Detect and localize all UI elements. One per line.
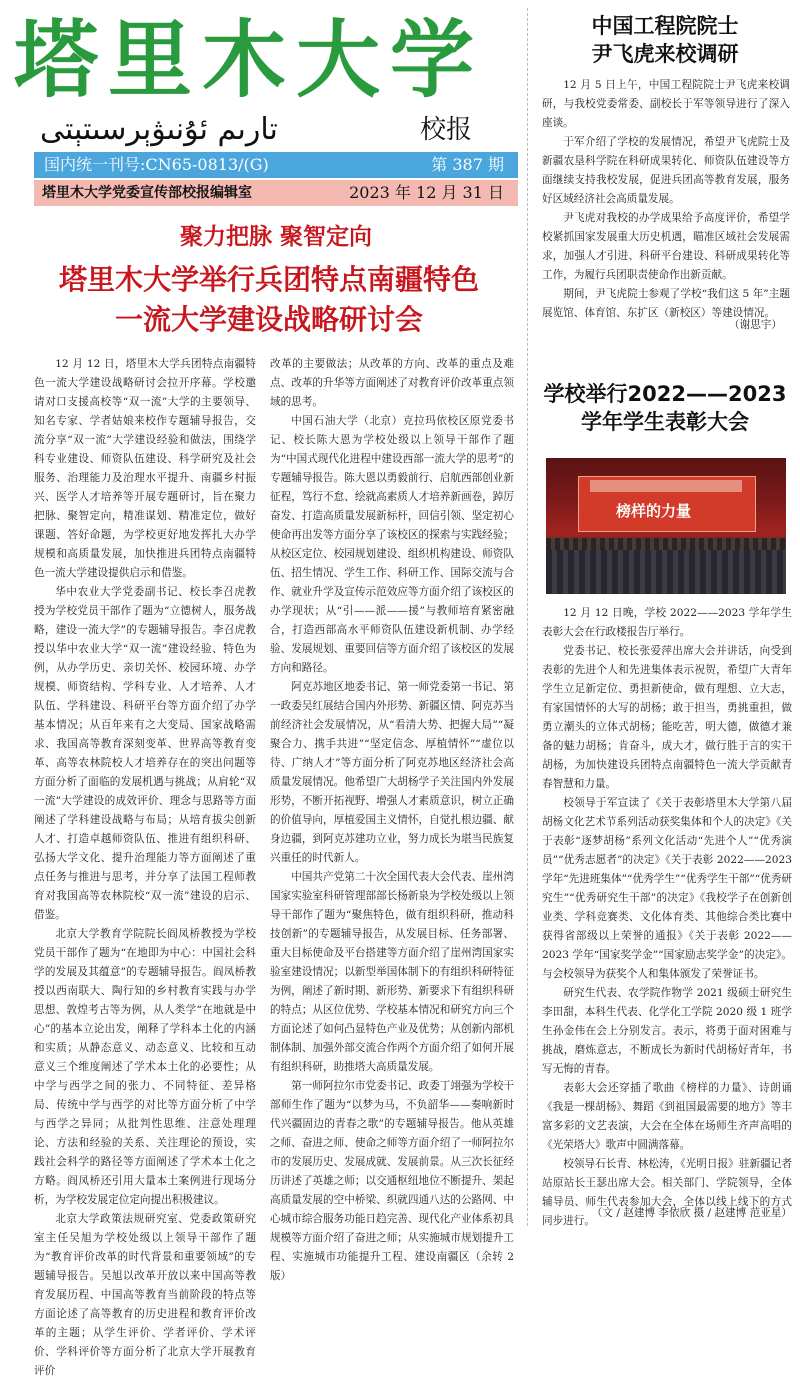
paragraph: 党委书记、校长张爱萍出席大会并讲话，向受到表彰的先进个人和先进集体表示祝贺，希望广大青年学生立足新定位、勇担新使命，做有理想、立大志，有家国情怀的大写的胡杨；敢于担当，勇挑重担，做勇立潮头的立体式胡杨；能吃苦，明大德，做德才兼备的魅力胡杨；肯奋斗，成大才，做行胜于言的实干胡杨，为加快建设兵团特点南疆特色一流大学贡献青春智慧和力量。 [542,645,792,790]
paragraph: 华中农业大学党委副书记、校长李召虎教授为学校党员干部作了题为“立德树人，服务战略，建设一流大学”的专题辅导报告。李召虎教授以华中农业大学“双一流”建设经验、特色为例，从办学历史、亲切关怀、校园环境、办学规模、师资结构、学科专业、人才培养、人才队伍、学科建设、科研平台等方面介绍了办学基本情况；从百年来有之大变局、国家战略需求、我国高等教育深刻变革、世界高等教育变革、高等农林院校人才培养存在的突出问题等方面分析了面临的发展机遇与挑战；从肩轮“双一流”大学建设的成效评价、理念与思路等方面阐述了学科建设战略与布局；从培育拔尖创新人才、打造卓越师资队伍、推进有组织科研、弘扬大学文化、提升治理能力等方面阐述了重点任务与推进与思考，并分享了法国工程师教育对我国高等农林院校“双一流”建设的启示、借鉴。 [34,586,256,921]
lead-headline [14,260,524,340]
article1-headline-line1: 中国工程院院士 [591,14,739,38]
paragraph: 12 月 5 日上午，中国工程院院士尹飞虎来校调研，与我校党委常委、副校长于军等领导进行了深入座谈。 [542,79,790,129]
article1-headline [540,12,790,68]
paragraph: 第一师阿拉尔市党委书记、政委丁翊强为学校干部师生作了题为“以梦为马，不负韶华——奏响新时代兴疆固边的青春之歌”的专题辅导报告。他从英雄之师、奋进之师、使命之师等方面介绍了一师阿拉尔市的发展历史、发展成就、发展前景。从三次长征经历讲述了英雄之师；以交通枢纽地位不断提升、架起高质量发展的空中桥梁、织就四通八达的公路网、中心城市综合服务功能日趋完善、现代化产业体系初具规模等方面介绍了奋进之师；从实施城市规划提升工程、实施城市功能提升工程、建设南疆区（余转 2 版） [270,1080,514,1282]
issn-bar [34,152,518,178]
article2-headline-line2: 学年学生表彰大会 [581,410,749,434]
article1-byline: （谢思宇） [729,319,782,331]
article2-headline [540,380,790,436]
lead-column-1 [34,355,256,1377]
serial-number: 国内统一刊号:CN65-0813/(G) [44,155,269,174]
photo-audience [546,550,786,594]
paragraph: 中国共产党第二十次全国代表大会代表、崖州湾国家实验室科研管理部部长杨新泉为学校处级以上领导干部作了题为“聚焦特色，做有组织科研，推动科技创新”的专题辅导报告，从发展目标、任务部署、重大目标使命及平台搭建等方面介绍了崖州湾国家实验室建设情况；以新型举国体制下的有组织科研特征为例，阐述了新时期、新形势、新要求下有组织科研的特点；从区位优势、学校基本情况和研究方向三个方面论述了如何凸显特色产业及优势；从创新内部机制体制、加强外部交流合作两个方面介绍了如何开展有组织科研，助推塔大高质量发展。 [270,871,514,1073]
issue-number: 第 387 期 [431,155,504,174]
paragraph: 北京大学政策法规研究室、党委政策研究室主任吴旭为学校处级以上领导干部作了题为“教育评价改革的时代背景和重要领域”的专题辅导报告。吴旭以改革开放以来中国高等教育发展历程、中国高等教育当前阶段的特点等方面论述了高等教育的历史进程和教育评价改革的主题；从学生评价、学者评价、学术评价、学科评价等方面分析了北京大学开展教育评价 [34,1213,256,1377]
paragraph: 于军介绍了学校的发展情况，希望尹飞虎院士及新疆农垦科学院在科研成果转化、师资队伍建设等方面继续支持我校发展，促进兵团高等教育发展，服务好区域经济社会高质量发展。 [542,136,790,205]
paragraph: 研究生代表、农学院作物学 2021 级硕士研究生李田甜，本科生代表、化学化工学院 2020 级 1 班学生孙金伟在会上分别发言。表示，将勇于面对困难与挑战，磨炼意志，不断成长为新时代胡杨好青年，书写无悔的青春。 [542,987,792,1075]
paragraph: 表彰大会还穿插了歌曲《榜样的力量》、诗朗诵《我是一棵胡杨》、舞蹈《到祖国最需要的地方》等丰富多彩的文艺表演，大会在全体在场师生齐声高唱的《光荣塔大》歌声中圆满落幕。 [542,1082,792,1151]
masthead-uyghur-name: تارىم ئۇنىۋېرسىتېتى [40,112,278,147]
paragraph: 12 月 12 日晚，学校 2022——2023 学年学生表彰大会在行政楼报告厅举行。 [542,607,792,638]
article2-headline-line1: 学校举行2022——2023 [543,382,787,406]
photo-stage-text: 榜样的力量 [616,502,692,520]
paragraph: 校领导石长青、林松涛，《光明日报》驻新疆记者站原站长王瑟出席大会。相关部门、学院领导，全体辅导员、师生代表参加大会，全体以线上线下的方式同步进行。 [542,1158,792,1227]
paragraph: 校领导于军宣读了《关于表彰塔里木大学第八届胡杨文化艺术节系列活动获奖集体和个人的决定》《关于表彰“逐梦胡杨”系列文化活动“先进个人”“优秀演员”“优秀志愿者”的决定》《关于表彰 2022——2023 学年“先进班集体”“优秀学生”“优秀学生干部”“优秀研究生”“优秀研究生干部”的决定》《我校学子在创新创业类、学科竞赛类、文化体育类、其他综合类比赛中获得省部级以上荣誉的通报》《关于表彰 2022——2023 学年“国家奖学金”“国家励志奖学金”的决定》。与会校领导为获奖个人和集体颁发了荣誉证书。 [542,797,792,980]
lead-headline-line2: 一流大学建设战略研讨会 [114,303,423,336]
paragraph: 尹飞虎对我校的办学成果给予高度评价，希望学校紧抓国家发展重大历史机遇，瞄准区域社会发展需求，加强人才引进、科研平台建设、科研成果转化等工作，为履行兵团职责使命作出新贡献。 [542,212,790,281]
column-divider [527,8,528,1226]
paper-type-label: 校报 [420,115,473,145]
ceremony-photo [546,458,786,594]
paragraph: 期间，尹飞虎院士参观了学校“我们这 5 年”主题展览馆、体育馆、东扩区（新校区）等建设情况。 [542,288,790,319]
paragraph: 改革的主要做法；从改革的方向、改革的重点及难点、改革的升华等方面阐述了对教育评价改革重点领域的思考。 [270,358,514,408]
department-name: 塔里木大学党委宣传部校报编辑室 [42,185,252,201]
article1-body [542,76,790,336]
paragraph: 北京大学教育学院院长阎凤桥教授为学校党员干部作了题为“在地即为中心：中国社会科学的发展及其蕴意”的专题辅导报告。阎凤桥教授以西南联大、陶行知的乡村教育实践与办学思想、敦煌考古等为例，从人类学“在地就是中心”的基本立论出发，阐释了学科本土化的内涵和实质；从静态意义、动态意义、比较和互动意义三个维度阐述了学术本土化的必要性；从中学与西学之间的张力、不同特征、差异格局、传统中学与西学的对比等方面分析了中学与西学之异同；从批判性思维、注意处理理论、方法和经验的关系、关注理论的预设，实践社会科学的路径等方面阐述了学术本土化之方略。阎凤桥还引用大量本土案例进行现场分析，为学校发展定位定向提出积极建议。 [34,928,256,1206]
masthead-title: 塔里木大学 [14,11,485,109]
paragraph: 中国石油大学（北京）克拉玛依校区原党委书记、校长陈大恩为学校处级以上领导干部作了题为“中国式现代化进程中建设西部一流大学的思考”的专题辅导报告。陈大恩以勇毅前行、启航西部创业新征程，笃行不怠、绘就高素质人才培养新画卷，踔厉奋发、打造高质量发展新标杆，回信引领、坚定初心使命再出发等方面分享了该校区的探索与实践经验；从校区定位、校园规划建设、组织机构建设、师资队伍、招生情况、学生工作、科研工作、国际交流与合作、就业升学及宣传示范效应等方面介绍了该校区的办学现状；从“引——派——援”与教师培育紧密融合，打造西部高水平师资队伍建设新机制、办学经验、发展规划、重要回信等方面介绍了该校区的发展方向和路径。 [270,415,514,674]
lead-kicker: 聚力把脉 聚智定向 [179,223,372,250]
photo-stage-banner [590,480,742,492]
article2-byline: （文 / 赵建博 李依欣 摄 / 赵建博 范亚星） [591,1207,792,1219]
department-bar [34,180,518,206]
lead-column-2 [270,355,514,1282]
issue-date: 2023 年 12 月 31 日 [349,183,504,202]
lead-headline-line1: 塔里木大学举行兵团特点南疆特色 [58,263,479,296]
paragraph: 阿克苏地区地委书记、第一师党委第一书记、第一政委吴红展结合国内外形势、新疆区情、阿克苏当前经济社会发展情况，从“看清大势、把握大局”“凝聚合力、携手共进”“坚定信念、厚植情怀”“虚位以待、广纳人才”等方面分析了阿克苏地区经济社会高质量发展情况。他希望广大胡杨学子关注国内外发展形势，不断开拓视野、增强人才素质意识，树立正确的价值导向，厚植爱国主义情怀，自觉扎根边疆、献身边疆，到阿克苏建功立业，努力成长为堪当民族复兴重任的时代新人。 [270,681,514,864]
article1-headline-line2: 尹飞虎来校调研 [591,42,739,66]
paragraph: 12 月 12 日，塔里木大学兵团特点南疆特色一流大学建设战略研讨会拉开序幕。学校邀请对口支援高校等“双一流”大学的主要领导、知名专家、学者姑娘来校作专题辅导报告，交流分享“双一流”大学建设经验和做法，围绕学科专业建设、师资队伍建设、科学研究及社会服务、治理能力及治理水平提升、南疆乡村振兴、医学人才培养等开展专题研讨，旨在聚力把脉、聚智定向，精准谋划、精准定位，做好课题、答好命题，为学校更好地发挥扎大办学规模和高质量发展，加快推进兵团特点南疆特色一流大学建设提供启示和借鉴。 [34,358,256,579]
